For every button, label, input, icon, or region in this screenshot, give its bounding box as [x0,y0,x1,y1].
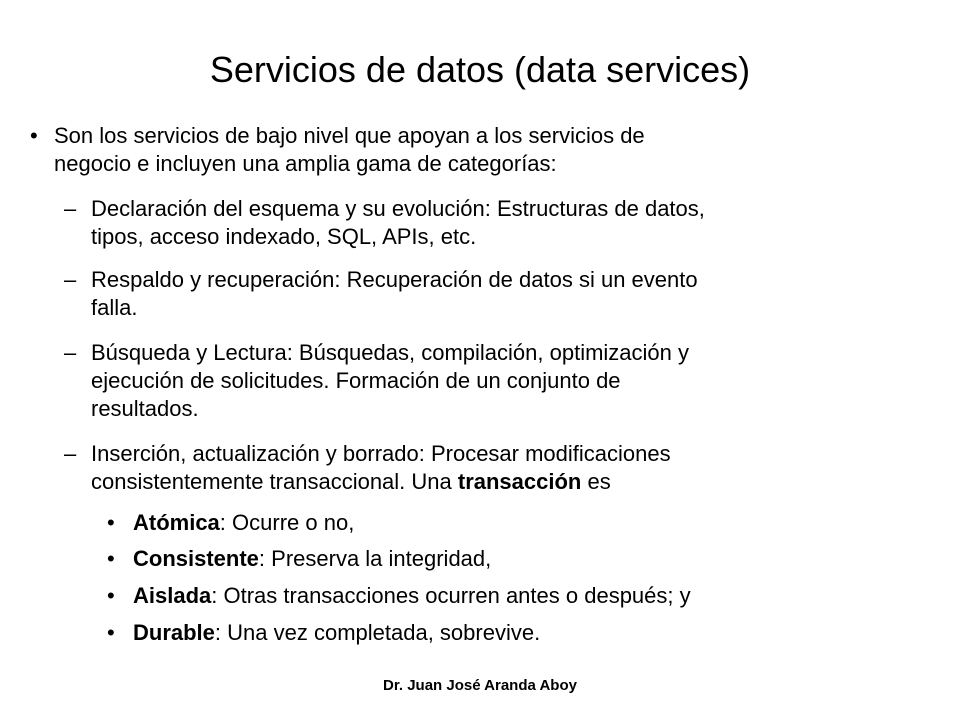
category-line: Inserción, actualización y borrado: Procesar modificaciones [91,441,671,466]
category-line: Declaración del esquema y su evolución: Estructuras de datos, [91,196,705,221]
dash-marker: – [64,196,77,221]
category-item-search [91,339,689,423]
footer-author: Dr. Juan José Aranda Aboy [383,677,577,694]
category-line: tipos, acceso indexado, SQL, APIs, etc. [91,224,477,249]
bullet-marker: • [107,620,115,645]
property-desc: : Preserva la integridad, [258,546,492,571]
property-desc: : Ocurre o no, [219,510,355,535]
transaction-term: transacción [457,469,582,494]
category-item-schema [91,195,705,251]
category-text: es [581,469,611,494]
dash-marker: – [64,441,77,466]
bullet-marker: • [30,123,38,148]
dash-marker: – [64,267,77,292]
category-item-insert [91,440,671,496]
bullet-marker: • [107,510,115,535]
property-term: Atómica [133,510,220,535]
intro-bullet [54,122,645,178]
property-item-isolated [133,582,691,610]
property-term: Consistente [133,546,259,571]
category-text: consistentemente transaccional. Una [91,469,458,494]
category-line: Búsqueda y Lectura: Búsquedas, compilación, optimización y [91,340,690,365]
category-line: Respaldo y recuperación: Recuperación de datos si un evento [91,267,698,292]
slide-title: Servicios de datos (data services) [209,49,751,90]
category-line: ejecución de solicitudes. Formación de un conjunto de [91,368,621,393]
intro-line-1: Son los servicios de bajo nivel que apoyan a los servicios de [54,123,645,148]
category-line: falla. [91,295,138,320]
category-item-backup [91,266,698,322]
bullet-marker: • [107,583,115,608]
category-line-transaction [91,468,671,496]
property-item-durable [133,619,540,647]
property-term: Aislada [133,583,212,608]
property-item-consistent [133,545,491,573]
category-line: resultados. [91,396,199,421]
property-desc: : Una vez completada, sobrevive. [214,620,541,645]
property-desc: : Otras transacciones ocurren antes o después; y [211,583,691,608]
property-term: Durable [133,620,215,645]
property-item-atomic [133,509,354,537]
bullet-marker: • [107,546,115,571]
dash-marker: – [64,340,77,365]
intro-line-2: negocio e incluyen una amplia gama de categorías: [54,151,557,176]
